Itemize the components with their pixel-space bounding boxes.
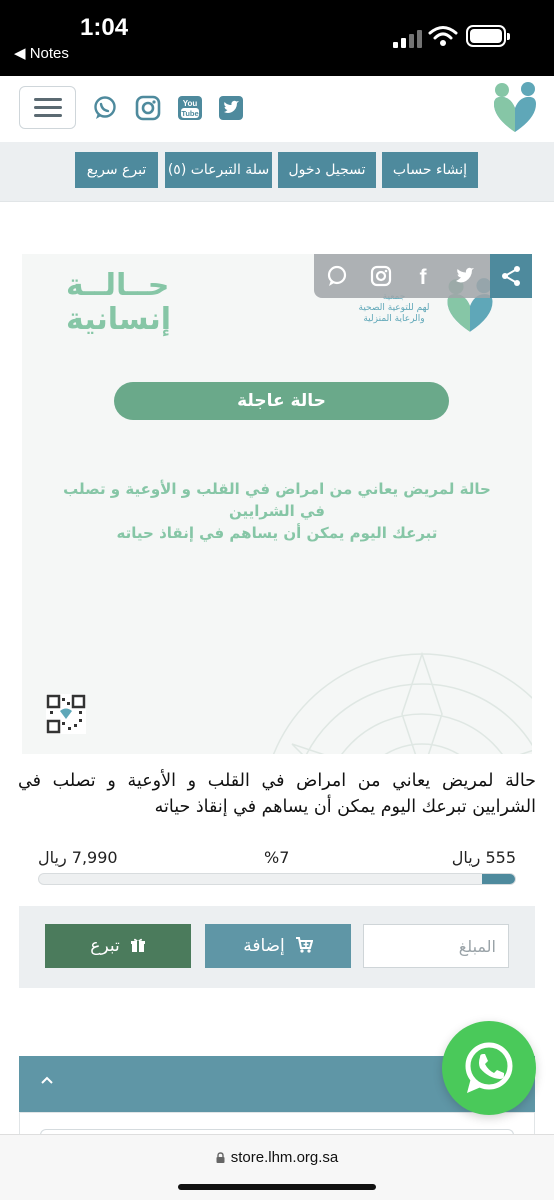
lock-icon: [216, 1152, 225, 1163]
cellular-signal-icon: [393, 28, 423, 48]
browser-address-bar[interactable]: [0, 1134, 554, 1200]
qr-code: [46, 694, 86, 734]
svg-text:Tube: Tube: [181, 109, 199, 118]
donation-progress-bar: [38, 873, 516, 885]
login-button[interactable]: تسجيل دخول: [278, 152, 376, 188]
share-icon: [500, 265, 522, 287]
whatsapp-share-icon[interactable]: [326, 265, 348, 287]
youtube-icon[interactable]: [177, 95, 203, 121]
gift-icon: [130, 937, 146, 953]
menu-toggle-button[interactable]: [19, 86, 76, 129]
org-name: لهم للتوعية الصحية والرعاية المنزلية: [358, 303, 430, 324]
svg-text:f: f: [419, 266, 427, 287]
add-to-cart-button[interactable]: إضافة: [205, 924, 351, 968]
site-logo[interactable]: [489, 80, 541, 136]
progress-percent: %7: [264, 848, 290, 867]
banner-title-line1: حــالــة: [66, 268, 170, 303]
status-time: 1:04: [80, 14, 129, 41]
home-indicator: [178, 1184, 376, 1190]
battery-icon: [466, 25, 506, 47]
banner-description: حالة لمريض يعاني من امراض في القلب و الأوعية و تصلب في الشرايين تبرعك اليوم يمكن أن يساهم في إنقاذ حياته: [63, 480, 491, 542]
share-bar: [314, 254, 532, 298]
donate-panel: [19, 906, 535, 988]
urgent-case-label: حالة عاجلة: [114, 382, 449, 420]
top-nav: [0, 142, 554, 202]
wifi-icon: [428, 24, 458, 48]
facebook-share-icon[interactable]: [412, 265, 434, 287]
donations-cart-button[interactable]: سلة التبرعات (٥): [165, 152, 272, 188]
collected-amount: 555 ريال: [451, 848, 516, 867]
back-to-notes-link[interactable]: ◀ Notes: [14, 45, 69, 62]
whatsapp-icon[interactable]: [92, 95, 118, 121]
instagram-share-icon[interactable]: [370, 265, 392, 287]
twitter-icon[interactable]: [218, 95, 244, 121]
case-description: حالة لمريض يعاني من امراض في القلب و الأوعية و تصلب في الشرايين تبرعك اليوم يمكن أن يساهم في إنقاذ حياته: [18, 771, 536, 817]
site-header: [0, 76, 554, 142]
whatsapp-icon: [459, 1038, 519, 1098]
mandala-decoration: [252, 614, 532, 754]
donate-button[interactable]: تبرع: [45, 924, 191, 968]
instagram-icon[interactable]: [135, 95, 161, 121]
browser-url[interactable]: store.lhm.org.sa: [0, 1149, 554, 1166]
whatsapp-chat-button[interactable]: [442, 1021, 536, 1115]
share-button[interactable]: [490, 254, 532, 298]
campaign-banner-image: [22, 254, 532, 754]
cart-plus-icon: [295, 937, 313, 953]
svg-text:You: You: [182, 99, 198, 108]
target-amount: 7,990 ريال: [38, 848, 118, 867]
donation-amounts: [38, 848, 516, 870]
quick-donate-button[interactable]: تبرع سريع: [75, 152, 158, 188]
twitter-share-icon[interactable]: [454, 265, 476, 287]
create-account-button[interactable]: إنشاء حساب: [382, 152, 478, 188]
progress-fill: [482, 874, 515, 884]
donation-amount-input[interactable]: [363, 924, 509, 968]
banner-title-line2: إنسانية: [66, 302, 172, 337]
chevron-up-icon: [39, 1072, 55, 1088]
status-bar: [0, 0, 554, 76]
